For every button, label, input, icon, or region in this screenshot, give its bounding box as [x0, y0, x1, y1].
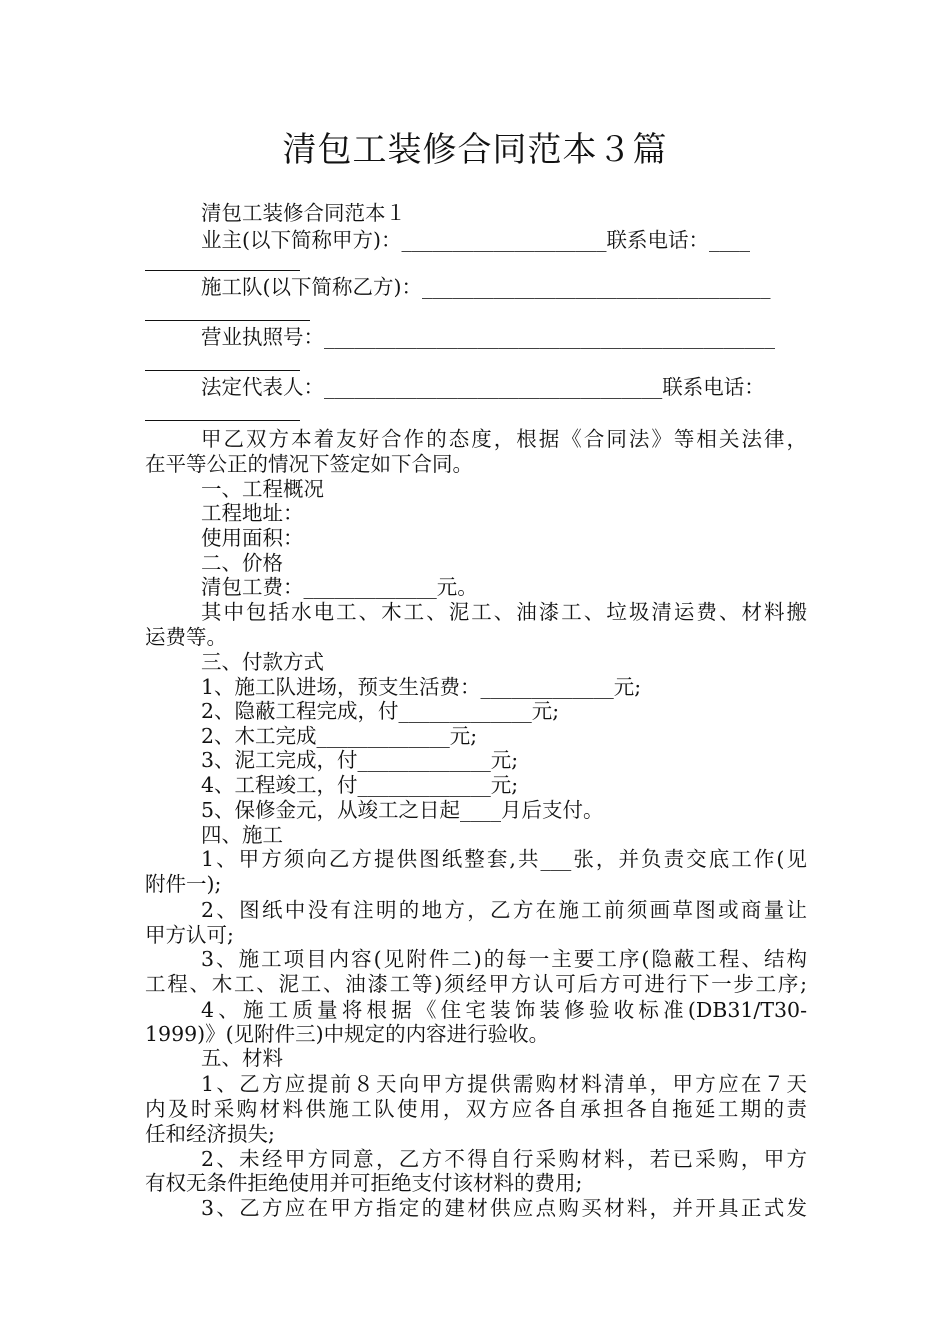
- paragraph-line: 甲方认可;: [145, 923, 234, 947]
- section-heading: 清包工装修合同范本１: [201, 201, 406, 225]
- paragraph-line: 1999)》(见附件三)中规定的内容进行验收。: [145, 1022, 550, 1046]
- paragraph-line: 内及时采购材料供施工队使用，双方应各自承担各自拖延工期的责: [145, 1097, 807, 1121]
- paragraph-line: 3、泥工完成，付_____________元;: [201, 748, 519, 772]
- contractor-line: 施工队(以下简称乙方)：__________________________________: [201, 275, 771, 299]
- paragraph-line: 1、乙方应提前８天向甲方提供需购材料清单，甲方应在７天: [201, 1072, 807, 1096]
- section-heading: 五、材料: [201, 1046, 283, 1070]
- paragraph-line: 1、甲方须向乙方提供图纸整套,共___张，并负责交底工作(见: [201, 847, 807, 871]
- paragraph-line: 有权无条件拒绝使用并可拒绝支付该材料的费用;: [145, 1171, 583, 1195]
- owner-phone-blank: [145, 270, 300, 271]
- paragraph-line: 甲乙双方本着友好合作的态度，根据《合同法》等相关法律，: [201, 427, 807, 451]
- legal-rep-line: 法定代表人：_________________________________联系电话：: [201, 375, 765, 399]
- section-heading: 三、付款方式: [201, 650, 324, 674]
- contractor-blank: [145, 320, 310, 321]
- paragraph-line: 2、图纸中没有注明的地方，乙方在施工前须画草图或商量让: [201, 898, 807, 922]
- paragraph-line: 2、隐蔽工程完成，付_____________元;: [201, 699, 560, 723]
- paragraph-line: 使用面积：: [201, 526, 304, 550]
- section-heading: 一、工程概况: [201, 477, 324, 501]
- paragraph-line: 3、施工项目内容(见附件二)的每一主要工序(隐蔽工程、结构: [201, 947, 807, 971]
- document-title: 清包工装修合同范本３篇: [282, 130, 668, 170]
- paragraph-line: 工程、木工、泥工、油漆工等)须经甲方认可后方可进行下一步工序;: [145, 972, 807, 996]
- owner-line: 业主(以下简称甲方)：____________________联系电话：____: [201, 228, 750, 252]
- paragraph-line: 运费等。: [145, 625, 227, 649]
- paragraph-line: 任和经济损失;: [145, 1122, 275, 1146]
- license-blank: [145, 370, 300, 371]
- paragraph-line: 工程地址：: [201, 501, 304, 525]
- paragraph-line: 4、施工质量将根据《住宅装饰装修验收标准(DB31/T30-: [201, 998, 807, 1022]
- paragraph-line: 1、施工队进场，预支生活费：_____________元;: [201, 675, 642, 699]
- section-heading: 四、施工: [201, 823, 283, 847]
- paragraph-line: 3、乙方应在甲方指定的建材供应点购买材料，并开具正式发: [201, 1196, 807, 1220]
- paragraph-line: 5、保修金元，从竣工之日起____月后支付。: [201, 798, 604, 822]
- paragraph-line: 2、未经甲方同意，乙方不得自行采购材料，若已采购，甲方: [201, 1147, 807, 1171]
- section-heading: 二、价格: [201, 551, 283, 575]
- paragraph-line: 4、工程竣工，付_____________元;: [201, 773, 519, 797]
- paragraph-line: 在平等公正的情况下签定如下合同。: [145, 452, 473, 476]
- paragraph-line: 清包工费：_____________元。: [201, 575, 478, 599]
- license-line: 营业执照号：____________________________________________: [201, 325, 775, 349]
- paragraph-line: 其中包括水电工、木工、泥工、油漆工、垃圾清运费、材料搬: [201, 600, 807, 624]
- legal-rep-phone-blank: [145, 420, 300, 421]
- paragraph-line: 附件一);: [145, 872, 222, 896]
- paragraph-line: 2、木工完成_____________元;: [201, 724, 478, 748]
